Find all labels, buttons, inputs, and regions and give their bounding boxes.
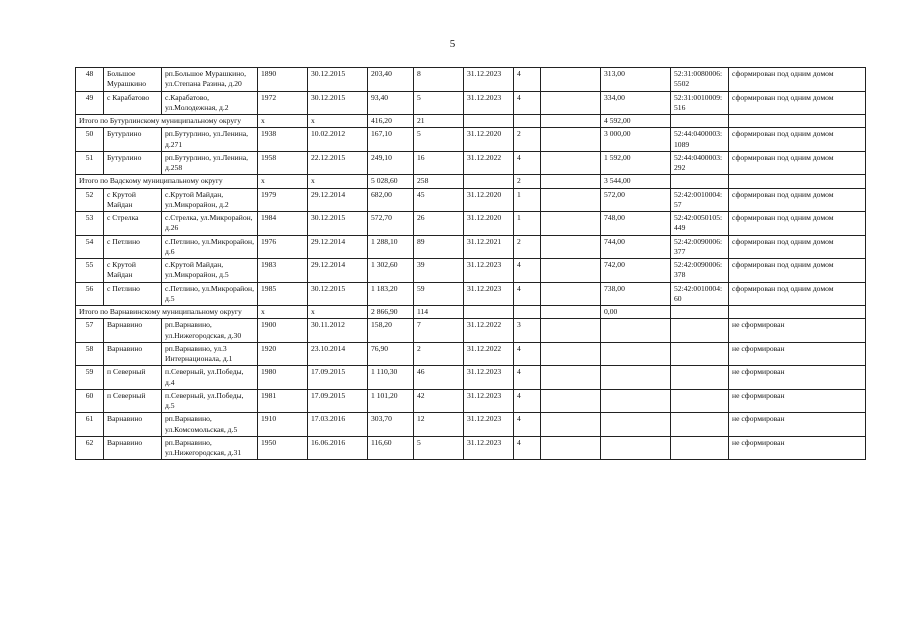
cell-locality: Варнавино [104, 436, 162, 460]
cell-amount: 3 544,00 [601, 175, 671, 188]
cell-stage: 4 [514, 282, 541, 306]
cell-stage: 1 [514, 188, 541, 212]
cell-cadastral-number [671, 115, 729, 128]
cell-stage: 3 [514, 319, 541, 343]
cell-area: 1 302,60 [368, 259, 414, 283]
cell-amount [601, 413, 671, 437]
cell-date: 17.03.2016 [308, 413, 368, 437]
cell-stage: 2 [514, 128, 541, 152]
cell-year-built: 1979 [258, 188, 308, 212]
cell-empty [541, 436, 601, 460]
cell-date: 29.12.2014 [308, 188, 368, 212]
cell-residents: 12 [414, 413, 464, 437]
cell-residents: 16 [414, 151, 464, 175]
cell-amount: 572,00 [601, 188, 671, 212]
cell-row-number: 57 [76, 319, 104, 343]
cell-cadastral-number [671, 306, 729, 319]
cell-row-number: 48 [76, 68, 104, 92]
cell-residents: 21 [414, 115, 464, 128]
cell-area: 303,70 [368, 413, 414, 437]
table-row [76, 259, 866, 283]
total-row [76, 306, 866, 319]
cell-empty [541, 366, 601, 390]
cell-stage [514, 306, 541, 319]
cell-deadline [464, 175, 514, 188]
cell-date: х [308, 115, 368, 128]
cell-land-status: не сформирован [729, 319, 866, 343]
cell-area: 203,40 [368, 68, 414, 92]
cell-area: 1 110,30 [368, 366, 414, 390]
table-row [76, 188, 866, 212]
cell-cadastral-number: 52:44:0400003:1089 [671, 128, 729, 152]
cell-empty [541, 115, 601, 128]
cell-empty [541, 342, 601, 366]
cell-deadline: 31.12.2023 [464, 436, 514, 460]
cell-land-status: сформирован под одним домом [729, 282, 866, 306]
cell-stage: 4 [514, 413, 541, 437]
cell-amount [601, 366, 671, 390]
cell-cadastral-number [671, 436, 729, 460]
cell-year-built: 1958 [258, 151, 308, 175]
cell-amount: 1 592,00 [601, 151, 671, 175]
cell-year-built: 1920 [258, 342, 308, 366]
cell-empty [541, 306, 601, 319]
cell-row-number: 55 [76, 259, 104, 283]
cell-residents: 45 [414, 188, 464, 212]
cell-residents: 7 [414, 319, 464, 343]
cell-cadastral-number [671, 342, 729, 366]
cell-amount: 744,00 [601, 235, 671, 259]
cell-row-number: 54 [76, 235, 104, 259]
cell-amount: 742,00 [601, 259, 671, 283]
table-row [76, 319, 866, 343]
cell-date: х [308, 175, 368, 188]
table-row [76, 151, 866, 175]
cell-cadastral-number: 52:44:0400003:292 [671, 151, 729, 175]
cell-deadline: 31.12.2023 [464, 68, 514, 92]
cell-residents: 2 [414, 342, 464, 366]
cell-land-status: не сформирован [729, 366, 866, 390]
cell-address: п.Северный, ул.Победы, д.5 [162, 389, 258, 413]
cell-empty [541, 91, 601, 115]
cell-year-built: 1900 [258, 319, 308, 343]
cell-locality: Варнавино [104, 342, 162, 366]
cell-year-built: х [258, 306, 308, 319]
cell-row-number: 56 [76, 282, 104, 306]
cell-stage: 4 [514, 91, 541, 115]
cell-empty [541, 212, 601, 236]
table-row [76, 413, 866, 437]
cell-amount [601, 436, 671, 460]
cell-stage: 1 [514, 212, 541, 236]
cell-date: 22.12.2015 [308, 151, 368, 175]
cell-row-number: 62 [76, 436, 104, 460]
cell-stage: 4 [514, 366, 541, 390]
cell-area: 682,00 [368, 188, 414, 212]
cell-row-number: 58 [76, 342, 104, 366]
cell-residents: 5 [414, 436, 464, 460]
cell-cadastral-number: 52:42:0050105:449 [671, 212, 729, 236]
cell-cadastral-number [671, 366, 729, 390]
cell-year-built: х [258, 115, 308, 128]
cell-locality: с Петлино [104, 235, 162, 259]
cell-empty [541, 259, 601, 283]
cell-deadline: 31.12.2020 [464, 128, 514, 152]
cell-cadastral-number [671, 389, 729, 413]
cell-residents: 46 [414, 366, 464, 390]
cell-locality: Большое Мурашкино [104, 68, 162, 92]
cell-amount: 4 592,00 [601, 115, 671, 128]
cell-empty [541, 235, 601, 259]
cell-amount: 334,00 [601, 91, 671, 115]
cell-cadastral-number: 52:42:0010004:60 [671, 282, 729, 306]
cell-empty [541, 282, 601, 306]
table-row [76, 282, 866, 306]
cell-year-built: 1890 [258, 68, 308, 92]
cell-residents: 114 [414, 306, 464, 319]
cell-area: 158,20 [368, 319, 414, 343]
cell-residents: 59 [414, 282, 464, 306]
cell-year-built: 1976 [258, 235, 308, 259]
cell-cadastral-number [671, 175, 729, 188]
cell-residents: 42 [414, 389, 464, 413]
cell-total-label: Итого по Вадскому муниципальному округу [76, 175, 258, 188]
cell-address: с.Петлино, ул.Микрорайон, д.5 [162, 282, 258, 306]
cell-deadline: 31.12.2023 [464, 366, 514, 390]
cell-land-status: сформирован под одним домом [729, 128, 866, 152]
cell-locality: с Крутой Майдан [104, 259, 162, 283]
cell-area: 1 288,10 [368, 235, 414, 259]
cell-deadline: 31.12.2023 [464, 91, 514, 115]
cell-cadastral-number: 52:42:0090006:377 [671, 235, 729, 259]
cell-deadline: 31.12.2023 [464, 259, 514, 283]
cell-date: 30.11.2012 [308, 319, 368, 343]
cell-address: п.Северный, ул.Победы, д.4 [162, 366, 258, 390]
cell-total-label: Итого по Бутурлинскому муниципальному округу [76, 115, 258, 128]
cell-empty [541, 151, 601, 175]
cell-residents: 26 [414, 212, 464, 236]
cell-address: рп.Варнавино, ул.3 Интернационала, д.1 [162, 342, 258, 366]
cell-amount: 738,00 [601, 282, 671, 306]
cell-residents: 5 [414, 128, 464, 152]
cell-land-status: сформирован под одним домом [729, 91, 866, 115]
cell-date: 30.12.2015 [308, 212, 368, 236]
table-row [76, 128, 866, 152]
cell-area: 572,70 [368, 212, 414, 236]
cell-cadastral-number: 52:31:0010009:516 [671, 91, 729, 115]
cell-address: рп.Большое Мурашкино, ул.Степана Разина, д.20 [162, 68, 258, 92]
cell-cadastral-number [671, 413, 729, 437]
cell-land-status: не сформирован [729, 436, 866, 460]
cell-address: рп.Варнавино, ул.Нижегородская, д.30 [162, 319, 258, 343]
cell-date: 17.09.2015 [308, 389, 368, 413]
cell-date: 30.12.2015 [308, 68, 368, 92]
cell-stage: 4 [514, 151, 541, 175]
table-row [76, 212, 866, 236]
cell-deadline: 31.12.2023 [464, 413, 514, 437]
table-row [76, 342, 866, 366]
table-row [76, 389, 866, 413]
cell-locality: с Карабатово [104, 91, 162, 115]
cell-empty [541, 413, 601, 437]
cell-locality: Варнавино [104, 319, 162, 343]
cell-date: 30.12.2015 [308, 91, 368, 115]
cell-date: 16.06.2016 [308, 436, 368, 460]
table-row [76, 235, 866, 259]
cell-amount: 748,00 [601, 212, 671, 236]
page-number: 5 [449, 38, 456, 50]
cell-residents: 39 [414, 259, 464, 283]
cell-address: рп.Варнавино, ул.Комсомольская, д.5 [162, 413, 258, 437]
cell-empty [541, 128, 601, 152]
cell-date: х [308, 306, 368, 319]
cell-cadastral-number: 52:42:0010004:57 [671, 188, 729, 212]
cell-land-status: сформирован под одним домом [729, 212, 866, 236]
cell-empty [541, 389, 601, 413]
cell-land-status: не сформирован [729, 389, 866, 413]
cell-area: 5 028,60 [368, 175, 414, 188]
cell-locality: п Северный [104, 389, 162, 413]
cell-deadline: 31.12.2022 [464, 151, 514, 175]
cell-residents: 89 [414, 235, 464, 259]
cell-land-status: сформирован под одним домом [729, 259, 866, 283]
cell-year-built: 1938 [258, 128, 308, 152]
cell-address: с.Петлино, ул.Микрорайон, д.6 [162, 235, 258, 259]
cell-address: рп.Варнавино, ул.Нижегородская, д.31 [162, 436, 258, 460]
cell-land-status [729, 175, 866, 188]
cell-stage: 4 [514, 342, 541, 366]
table-body [76, 68, 866, 460]
cell-address: с.Карабатово, ул.Молодежная, д.2 [162, 91, 258, 115]
cell-land-status [729, 306, 866, 319]
cell-locality: с Петлино [104, 282, 162, 306]
cell-row-number: 52 [76, 188, 104, 212]
cell-stage [514, 115, 541, 128]
cell-year-built: 1981 [258, 389, 308, 413]
cell-area: 249,10 [368, 151, 414, 175]
cell-amount: 0,00 [601, 306, 671, 319]
cell-row-number: 50 [76, 128, 104, 152]
cell-deadline: 31.12.2020 [464, 212, 514, 236]
cell-land-status: сформирован под одним домом [729, 68, 866, 92]
cell-address: с.Крутой Майдан, ул.Микрорайон, д.5 [162, 259, 258, 283]
cell-year-built: 1950 [258, 436, 308, 460]
cell-cadastral-number [671, 319, 729, 343]
cell-address: с.Крутой Майдан, ул.Микрорайон, д.2 [162, 188, 258, 212]
cell-area: 2 866,90 [368, 306, 414, 319]
cell-year-built: 1910 [258, 413, 308, 437]
cell-year-built: х [258, 175, 308, 188]
cell-date: 29.12.2014 [308, 235, 368, 259]
cell-land-status: сформирован под одним домом [729, 151, 866, 175]
cell-locality: п Северный [104, 366, 162, 390]
cell-empty [541, 319, 601, 343]
cell-row-number: 60 [76, 389, 104, 413]
cell-stage: 4 [514, 436, 541, 460]
cell-land-status: сформирован под одним домом [729, 188, 866, 212]
cell-land-status: не сформирован [729, 413, 866, 437]
cell-empty [541, 68, 601, 92]
cell-stage: 4 [514, 259, 541, 283]
cell-date: 29.12.2014 [308, 259, 368, 283]
total-row [76, 115, 866, 128]
cell-amount [601, 319, 671, 343]
cell-land-status: не сформирован [729, 342, 866, 366]
cell-address: с.Стрелка, ул.Микрорайон, д.26 [162, 212, 258, 236]
cell-locality: Бутурлино [104, 128, 162, 152]
cell-area: 93,40 [368, 91, 414, 115]
cell-locality: с Крутой Майдан [104, 188, 162, 212]
cell-deadline [464, 115, 514, 128]
cell-amount [601, 342, 671, 366]
cell-year-built: 1980 [258, 366, 308, 390]
cell-stage: 2 [514, 175, 541, 188]
cell-empty [541, 175, 601, 188]
cell-deadline: 31.12.2021 [464, 235, 514, 259]
cell-locality: Варнавино [104, 413, 162, 437]
cell-year-built: 1983 [258, 259, 308, 283]
cell-row-number: 59 [76, 366, 104, 390]
cell-residents: 258 [414, 175, 464, 188]
cell-date: 23.10.2014 [308, 342, 368, 366]
cell-area: 1 101,20 [368, 389, 414, 413]
cell-stage: 2 [514, 235, 541, 259]
cell-row-number: 49 [76, 91, 104, 115]
cell-area: 1 183,20 [368, 282, 414, 306]
table-row [76, 68, 866, 92]
cell-area: 416,20 [368, 115, 414, 128]
cell-total-label: Итого по Варнавинскому муниципальному округу [76, 306, 258, 319]
cell-year-built: 1985 [258, 282, 308, 306]
cell-residents: 5 [414, 91, 464, 115]
cell-amount [601, 389, 671, 413]
cell-cadastral-number: 52:31:0080006:5502 [671, 68, 729, 92]
cell-area: 116,60 [368, 436, 414, 460]
cell-residents: 8 [414, 68, 464, 92]
cell-empty [541, 188, 601, 212]
cell-area: 76,90 [368, 342, 414, 366]
cell-deadline: 31.12.2023 [464, 389, 514, 413]
cell-amount: 313,00 [601, 68, 671, 92]
cell-deadline: 31.12.2022 [464, 342, 514, 366]
cell-deadline [464, 306, 514, 319]
cell-land-status [729, 115, 866, 128]
cell-year-built: 1972 [258, 91, 308, 115]
cell-deadline: 31.12.2023 [464, 282, 514, 306]
cell-land-status: сформирован под одним домом [729, 235, 866, 259]
table-row [76, 91, 866, 115]
cell-locality: Бутурлино [104, 151, 162, 175]
cell-locality: с Стрелка [104, 212, 162, 236]
cell-amount: 3 000,00 [601, 128, 671, 152]
cell-date: 30.12.2015 [308, 282, 368, 306]
cell-row-number: 51 [76, 151, 104, 175]
cell-date: 10.02.2012 [308, 128, 368, 152]
cell-row-number: 53 [76, 212, 104, 236]
cell-area: 167,10 [368, 128, 414, 152]
cell-address: рп.Бутурлино, ул.Ленина, д.271 [162, 128, 258, 152]
cell-date: 17.09.2015 [308, 366, 368, 390]
total-row [76, 175, 866, 188]
cell-row-number: 61 [76, 413, 104, 437]
cell-stage: 4 [514, 68, 541, 92]
cell-deadline: 31.12.2020 [464, 188, 514, 212]
cell-cadastral-number: 52:42:0090006:378 [671, 259, 729, 283]
cell-year-built: 1984 [258, 212, 308, 236]
table-row [76, 366, 866, 390]
cell-deadline: 31.12.2022 [464, 319, 514, 343]
housing-table [75, 67, 866, 460]
cell-address: рп.Бутурлино, ул.Ленина, д.258 [162, 151, 258, 175]
cell-stage: 4 [514, 389, 541, 413]
table-row [76, 436, 866, 460]
